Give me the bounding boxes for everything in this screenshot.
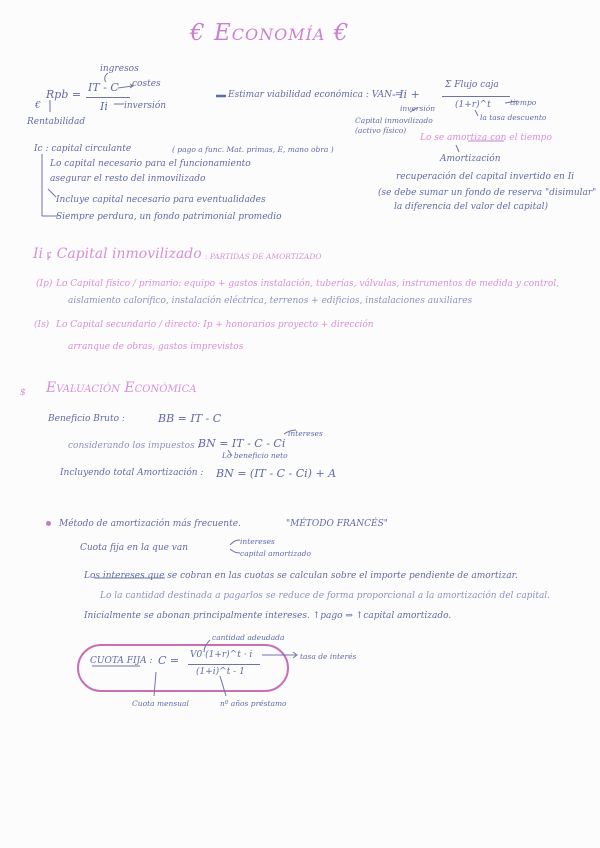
metodo-line-3: Inicialmente se abonan principalmente intereses. ↑pago ⇒ ↑capital amortizado.	[84, 611, 452, 621]
intereses-item: intereses	[240, 537, 275, 546]
ip-label: (Ip)	[36, 279, 53, 289]
metodo-line-2: Lo la cantidad destinada a pagarlos se reduce de forma proporcional a la amortización del capital.	[100, 591, 551, 601]
van-intro: Estimar viabilidad económica : VAN =	[228, 90, 403, 100]
cuota-fraction-line	[188, 664, 260, 665]
van-inversion: inversión	[400, 104, 436, 113]
is-label: (Is)	[34, 320, 50, 330]
dollar-marker: $	[20, 388, 26, 398]
costes-label: costes	[132, 79, 161, 89]
metodo-name: "MÉTODO FRANCÉS"	[286, 519, 388, 529]
van-line-5: la diferencia del valor del capital)	[394, 202, 548, 212]
van-tasa: la tasa descuento	[480, 113, 547, 122]
rpb-symbol: Rpb =	[46, 88, 82, 101]
n-anos-label: nº años préstamo	[220, 699, 287, 708]
ic-line-2: asegurar el resto del inmovilizado	[50, 174, 206, 184]
ii-head: Ii : Capital inmovilizado	[33, 246, 202, 262]
page-title: € Economía €	[190, 20, 350, 46]
ii-sub: : PARTIDAS DE AMORTIZADO	[205, 252, 322, 261]
ic-paren: ( pago a func. Mat. primas, E, mano obra )	[172, 145, 334, 154]
metodo-head	[46, 519, 241, 529]
ip-text-2: aislamiento calorífico, instalación eléctrica, terrenos + edificios, instalaciones auxiliares	[68, 296, 473, 306]
van-capital-label-2: (activo físico)	[355, 126, 407, 135]
van-tiempo: tiempo	[510, 98, 537, 107]
cuota-mensual-label: Cuota mensual	[132, 699, 189, 708]
impuestos-label: considerando los impuestos :	[68, 441, 201, 451]
capital-amortizado-item: capital amortizado	[240, 549, 311, 558]
rpb-numerator: IT - C	[88, 81, 119, 94]
van-capital-label-1: Capital inmovilizado	[355, 116, 433, 125]
metodo-line-1: Los intereses que se cobran en las cuotas se calculan sobre el importe pendiente de amortizar.	[84, 571, 518, 581]
beneficio-neto-note: Lo beneficio neto	[222, 451, 288, 460]
rentabilidad-label: Rentabilidad	[27, 117, 86, 127]
van-line-3: recuperación del capital invertido en Ii	[396, 172, 575, 182]
is-text-2: arranque de obras, gastos imprevistos	[68, 342, 244, 352]
beneficio-bruto-label: Beneficio Bruto :	[48, 414, 125, 424]
evaluacion-head: Evaluación Económica	[46, 380, 197, 396]
metodo-head-text: Método de amortización más frecuente.	[59, 519, 241, 529]
beneficio-bruto-formula: BB = IT - C	[158, 412, 222, 425]
amortizacion-formula: BN = (IT - C - Ci) + A	[216, 467, 337, 480]
ic-line-1: Lo capital necesario para el funcionamiento	[50, 159, 251, 169]
van-line-4: (se debe sumar un fondo de reserva "disimular"	[378, 188, 597, 198]
van-line-1: Lo se amortiza con el tiempo	[420, 133, 552, 143]
ic-line-4: Siempre perdura, un fondo patrimonial promedio	[56, 212, 282, 222]
cuota-fija-label: CUOTA FIJA :	[90, 656, 153, 666]
cuota-fija-box	[77, 644, 289, 692]
beneficio-neto-formula: BN = IT - C - Ci	[198, 437, 286, 450]
van-formula-a: - Ii +	[392, 88, 420, 101]
ip-text-1: Lo Capital físico / primario: equipo + gastos instalación, tuberías, válvulas, instrumentos de medida y control,	[56, 279, 560, 289]
van-line-2: Amortización	[440, 154, 501, 164]
bullet-dot	[46, 521, 51, 526]
amortizacion-label: Incluyendo total Amortización :	[60, 468, 204, 478]
cantidad-adeudada-label: cantidad adeudada	[212, 633, 285, 642]
rpb-denominator: Ii	[100, 100, 108, 113]
cuota-numerator: V0 (1+r)^t · i	[190, 650, 253, 660]
inversion-label: inversión	[124, 101, 167, 111]
cuota-denominator: (1+i)^t - 1	[196, 667, 245, 677]
ingresos-label: ingresos	[100, 64, 139, 74]
ic-line-3: Incluye capital necesario para eventualidades	[56, 195, 266, 205]
tasa-interes-label: tasa de interés	[300, 652, 357, 661]
cuota-fija-text: Cuota fija en la que van	[80, 543, 189, 553]
is-text: Lo Capital secundario / directo: Ip + honorarios proyecto + dirección	[56, 320, 374, 330]
van-numerator: Σ Flujo caja	[445, 80, 499, 90]
van-fraction-line	[442, 96, 510, 97]
rpb-fraction-line	[86, 97, 130, 98]
intereses-label: intereses	[288, 429, 323, 438]
euro-symbol: €	[35, 101, 41, 111]
van-denominator: (1+r)^t	[455, 100, 491, 110]
ic-head: Ic : capital circulante	[34, 144, 132, 154]
cuota-c: C =	[158, 654, 180, 667]
